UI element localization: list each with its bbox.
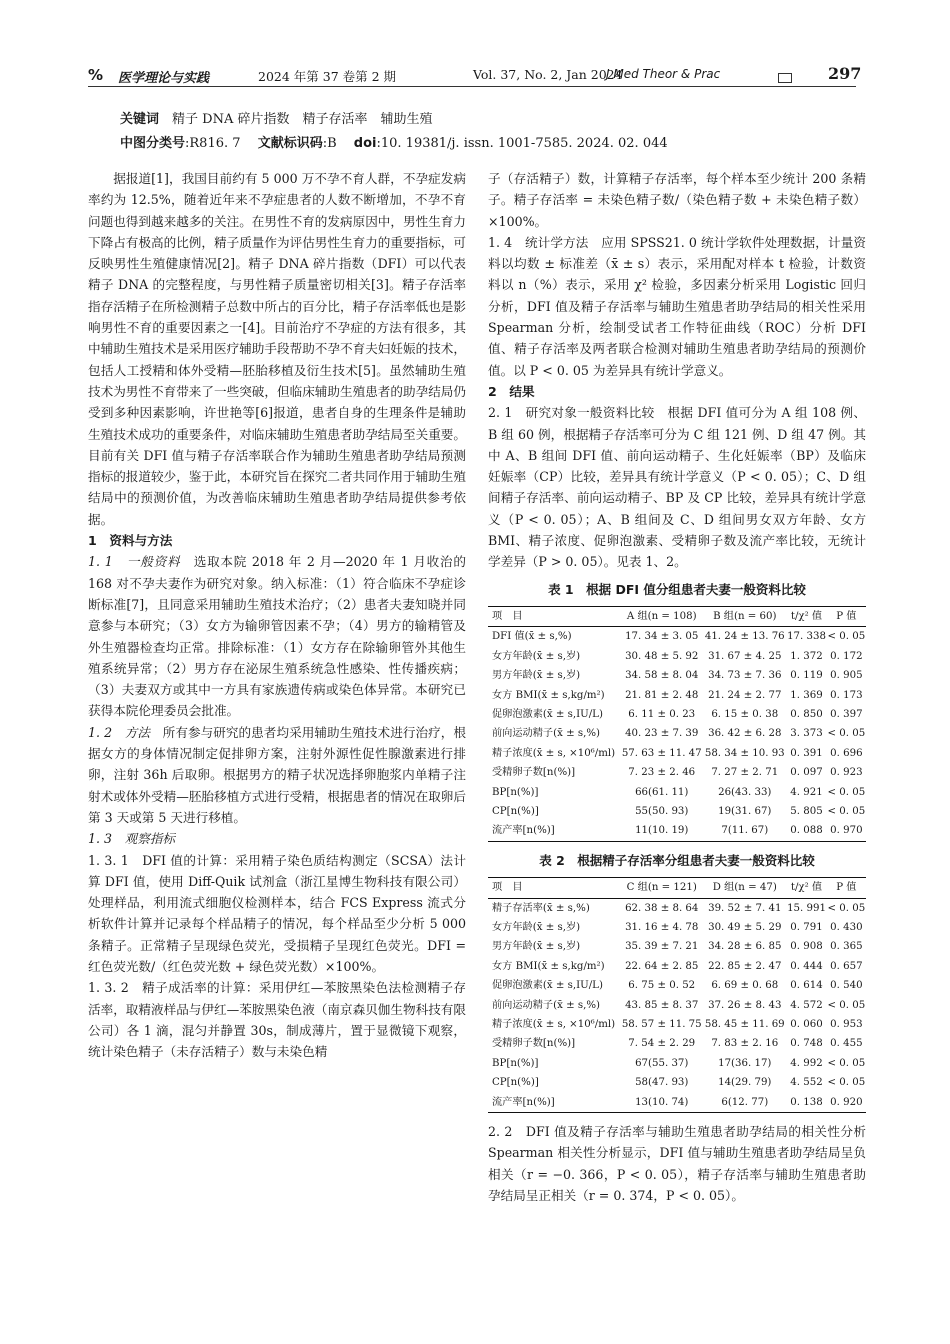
table-cell: CP[n(%)]	[492, 806, 539, 817]
table-cell: < 0. 05	[827, 1077, 866, 1089]
table-header-cell: t/χ² 值	[790, 610, 823, 622]
table-header-cell: A 组(n = 108)	[626, 610, 697, 622]
table-cell: 0. 173	[830, 689, 863, 701]
table-cell: 4. 992	[790, 1057, 823, 1069]
keywords-label: 关键词	[120, 112, 160, 127]
table-1-caption: 表 1 根据 DFI 值分组患者夫妻一般资料比较	[548, 581, 806, 597]
section-1-2	[88, 722, 466, 828]
table-cell: 0. 614	[790, 980, 823, 992]
section-1-4: 1. 4 统计学方法 应用 SPSS21. 0 统计学软件处理数据，计量资料以均数 ± 标准差（x̄ ± s）表示，采用配对样本 t 检验，计数资料以 n（%）表示，采用 χ² 检验，多因素分析采用 Logistic 回归分析，DFI 值及精子存活率与辅助生殖患者助孕结局的相关性采用 Spearman 分析，绘制受试者工作特征曲线（ROC）分析 DFI 值、精子存活率及两者联合检测对辅助生殖患者助孕结局的预测价值。以 P < 0. 05 为差异具有统计学意义。	[488, 234, 866, 378]
table-cell: 0. 365	[830, 941, 863, 953]
table-row	[488, 647, 866, 666]
table-cell: 5. 805	[790, 806, 823, 817]
table-row	[488, 724, 866, 743]
intro-paragraph: 据报道[1]，我国目前约有 5 000 万不孕不育人群，不孕症发病率约为 12.5%，随着近年来不孕症患者的人数不断增加，不孕不育问题也得到越来越多的关注。在男性不育的发病原因中，男性生育力下降占有极高的比例，精子质量作为评估男性生育力的重要指标，可反映男性生殖健康情况[2]。精子 DNA 碎片指数（DFI）可以代表精子 DNA 的完整程度，与男性精子质量密切相关[3]。精子存活率指存活精子在所检测精子总数中所占的百分比，精子存活率低也是影响男性不育的重要因素之一[4]。目前治疗不孕症的方法有很多，其中辅助生殖技术是采用医疗辅助手段帮助不孕不育夫妇妊娠的技术，包括人工授精和体外受精—胚胎移植及衍生技术[5]。虽然辅助生殖技术为男性不育带来了一些突破，但临床辅助生殖患者的助孕结局仍受到多种因素影响，许世艳等[6]报道，患者自身的生理条件是辅助生殖技术成功的重要条件，对临床辅助生殖患者助孕结局至关重要。目前有关 DFI 值与精子存活率联合作为辅助生殖患者助孕结局预测指标的报道较少，鉴于此，本研究旨在探究二者共同作用于辅助生殖结局中的预测价值，为改善临床辅助生殖患者助孕结局提供参考依据。	[88, 171, 466, 527]
table-cell: 30. 49 ± 5. 29	[708, 921, 782, 933]
section-1-heading: 1 资料与方法	[88, 533, 173, 549]
table-cell: 1. 369	[790, 689, 823, 701]
table-cell: 7. 83 ± 2. 16	[711, 1038, 779, 1050]
table-header-cell: t/χ² 值	[790, 882, 823, 894]
table-row	[488, 1093, 866, 1113]
table-cell: 6. 15 ± 0. 38	[711, 708, 779, 720]
right-column	[488, 168, 879, 1206]
section-1-3-1: 1. 3. 1 DFI 值的计算：采用精子染色质结构测定（SCSA）法计算 DFI 值，使用 Diff-Quik 试剂盒（浙江星博生物科技有限公司）处理样品，利用流式细胞仪检测样本，结合 FCS Express 流式分析软件计算并记录每个样品精子的情况，每个样品至少分析 5 000 条精子。正常精子呈现绿色荧光，受损精子呈现红色荧光。DFI = 红色荧光数/（红色荧光数 + 绿色荧光数）×100%。	[88, 852, 466, 974]
clc-label: 中图分类号	[120, 136, 186, 151]
table-cell: BP[n(%)]	[492, 786, 539, 798]
table-row	[488, 783, 866, 802]
table-cell: 34. 28 ± 6. 85	[708, 941, 782, 953]
table-cell: 7. 27 ± 2. 71	[711, 767, 779, 779]
table-cell: 0. 791	[790, 921, 823, 933]
table-cell: 35. 39 ± 7. 21	[625, 941, 699, 953]
table-cell: 17. 338	[787, 631, 826, 643]
table-cell: 0. 540	[830, 980, 863, 992]
table-row	[488, 996, 866, 1015]
table-cell: < 0. 05	[827, 999, 866, 1011]
table-row	[488, 898, 866, 918]
table-cell: 0. 953	[830, 1018, 863, 1030]
table-cell: 11(10. 19)	[635, 825, 689, 837]
section-2-heading: 2 结果	[488, 383, 535, 399]
table-cell: 0. 923	[830, 767, 863, 779]
table-cell: 0. 397	[830, 708, 863, 720]
table-cell: CP[n(%)]	[492, 1077, 539, 1089]
table-cell: 4. 572	[790, 999, 823, 1011]
table-cell: 58(47. 93)	[635, 1077, 689, 1089]
doi-value: :10. 19381/j. issn. 1001-7585. 2024. 02. 044	[376, 136, 668, 151]
table-cell: 受精卵子数[n(%)]	[492, 1038, 576, 1050]
table-cell: 4. 552	[790, 1077, 823, 1089]
table-header-cell: 项 目	[492, 610, 523, 622]
table-cell: 36. 42 ± 6. 28	[708, 728, 782, 740]
table-row	[488, 918, 866, 937]
section-1-2-title: 1. 2 方法	[88, 724, 151, 740]
table-row	[488, 1073, 866, 1092]
table-cell: 0. 172	[830, 650, 863, 662]
section-1-2-text: 所有参与研究的患者均采用辅助生殖技术进行治疗，根据女方的身体情况制定促排卵方案，注射外源性促性腺激素进行排卵，注射 36h 后取卵。根据男方的精子状况选择卵胞浆内单精子注射术或体外受精—胚胎移植方式进行受精，根据患者的情况在取卵后第 3 天或第 5 天进行移植。	[88, 724, 466, 825]
table-header-cell: P 值	[836, 610, 857, 622]
table-cell: 流产率[n(%)]	[492, 1096, 555, 1108]
table-cell: 62. 38 ± 8. 64	[625, 902, 699, 914]
table-header-cell: D 组(n = 47)	[712, 882, 777, 894]
table-cell: 7. 54 ± 2. 29	[628, 1038, 696, 1050]
table-cell: 17. 34 ± 3. 05	[625, 631, 699, 643]
section-1-3-2: 1. 3. 2 精子成活率的计算：采用伊红—苯胺黑染色法检测精子存活率，取精液样品与伊红—苯胺黑染色液（南京森贝伽生物科技有限公司）各 1 滴，混匀并静置 30s，制成薄片，置于显微镜下观察，统计染色精子（未存活精子）数与未染色精	[88, 980, 466, 1060]
journal-abbr: J Med Theor & Prac	[606, 67, 721, 81]
table-cell: 0. 060	[790, 1018, 823, 1030]
table-cell: 31. 16 ± 4. 78	[625, 921, 699, 933]
table-2-caption: 表 2 根据精子存活率分组患者夫妻一般资料比较	[539, 852, 815, 868]
table-cell: < 0. 05	[827, 902, 866, 914]
table-cell: 4. 921	[790, 786, 823, 798]
table-cell: 0. 748	[790, 1038, 823, 1050]
table-cell: 58. 57 ± 11. 75	[621, 1018, 702, 1030]
table-cell: 55(50. 93)	[635, 806, 689, 817]
table-cell: 0. 905	[830, 670, 863, 682]
table-cell: 14(29. 79)	[718, 1077, 772, 1089]
table-2	[488, 877, 866, 1113]
table-cell: 女方年龄(x̄ ± s,岁)	[492, 650, 581, 662]
table-cell: 7(11. 67)	[721, 825, 769, 837]
table-cell: BP[n(%)]	[492, 1057, 539, 1069]
issue-en: Vol. 37, No. 2, Jan 2024	[473, 67, 623, 82]
table-cell: 0. 088	[790, 825, 823, 837]
table-cell: DFI 值(x̄ ± s,%)	[492, 631, 572, 643]
table-cell: 15. 991	[787, 902, 826, 914]
table-cell: 0. 657	[830, 960, 863, 972]
table-cell: 女方 BMI(x̄ ± s,kg/m²)	[492, 689, 605, 701]
table-row	[488, 763, 866, 782]
table-cell: 21. 24 ± 2. 77	[708, 689, 782, 701]
journal-name-cn: 医学理论与实践	[118, 71, 210, 86]
table-header-cell: B 组(n = 60)	[713, 610, 777, 622]
doi-label: doi	[353, 136, 377, 151]
table-cell: 0. 908	[790, 941, 823, 953]
table-cell: 1. 372	[790, 650, 823, 662]
table-cell: 精子浓度(x̄ ± s, ×10⁶/ml)	[492, 747, 616, 759]
section-1-1	[88, 551, 466, 721]
section-1-1-text: 选取本院 2018 年 2 月—2020 年 1 月收治的 168 对不孕夫妻作为研究对象。纳入标准：（1）符合临床不孕症诊断标准[7]，且同意采用辅助生殖技术治疗；（2）患者夫妻知晓并同意参与本研究；（3）女方为输卵管因素不孕；（4）男方的输精管及外生殖器检查均正常。排除标准：（1）女方存在除输卵管外其他生殖系统异常；（2）男方存在泌尿生殖系统急性感染、性传播疾病；（3）夫妻双方或其中一方具有家族遗传病或染色体异常。本研究已获得本院伦理委员会批准。	[88, 554, 466, 719]
table-cell: 22. 64 ± 2. 85	[625, 960, 699, 972]
classification-line	[120, 132, 668, 151]
table-cell: 促卵泡激素(x̄ ± s,IU/L)	[492, 708, 603, 720]
table-cell: 女方年龄(x̄ ± s,岁)	[492, 921, 581, 933]
continued-paragraph: 子（存活精子）数，计算精子存活率，每个样本至少统计 200 条精子。精子存活率 = 未染色精子数/（染色精子数 + 未染色精子数）×100%。	[488, 171, 866, 229]
table-cell: 43. 85 ± 8. 37	[625, 999, 699, 1011]
table-cell: 39. 52 ± 7. 41	[708, 902, 782, 914]
table-cell: 41. 24 ± 13. 76	[704, 631, 785, 643]
table-cell: 0. 444	[790, 960, 823, 972]
table-cell: < 0. 05	[827, 786, 866, 798]
table-cell: < 0. 05	[827, 806, 866, 817]
table-cell: 17(36. 17)	[718, 1057, 772, 1069]
left-column	[88, 168, 466, 1062]
table-cell: 0. 920	[830, 1096, 863, 1108]
table-row	[488, 627, 866, 647]
table-cell: < 0. 05	[827, 728, 866, 740]
table-cell: 0. 696	[830, 747, 863, 759]
doc-value: :B	[322, 136, 337, 151]
table-cell: 前向运动精子(x̄ ± s,%)	[492, 728, 600, 740]
keywords: 精子 DNA 碎片指数 精子存活率 辅助生殖	[172, 112, 433, 127]
table-cell: < 0. 05	[827, 1057, 866, 1069]
table-row	[488, 821, 866, 841]
table-cell: 13(10. 74)	[635, 1096, 689, 1108]
table-cell: 40. 23 ± 7. 39	[625, 728, 699, 740]
table-cell: 促卵泡激素(x̄ ± s,IU/L)	[492, 980, 603, 992]
table-row	[488, 976, 866, 995]
table-cell: 34. 58 ± 8. 04	[625, 670, 699, 682]
page-number: 297	[828, 64, 862, 83]
table-cell: 6. 75 ± 0. 52	[628, 980, 696, 992]
doc-label: 文献标识码	[257, 136, 323, 151]
table-cell: 0. 455	[830, 1038, 863, 1050]
issue-cn: 2024 年第 37 卷第 2 期	[258, 69, 397, 84]
table-row	[488, 686, 866, 705]
table-header-cell: C 组(n = 121)	[626, 882, 697, 894]
table-row	[488, 705, 866, 724]
table-cell: 受精卵子数[n(%)]	[492, 767, 576, 779]
table-row	[488, 666, 866, 685]
table-cell: 67(55. 37)	[635, 1057, 689, 1069]
table-row	[488, 937, 866, 956]
section-1-1-title: 1. 1 一般资料	[88, 554, 181, 570]
table-cell: 26(43. 33)	[718, 786, 772, 798]
header-box-icon	[778, 73, 792, 83]
table-cell: 22. 85 ± 2. 47	[708, 960, 782, 972]
section-1-3-heading: 1. 3 观察指标	[88, 831, 176, 847]
table-cell: 男方年龄(x̄ ± s,岁)	[492, 941, 581, 953]
clc-value: :R816. 7	[185, 136, 241, 151]
journal-logo: %	[88, 66, 102, 84]
table-1	[488, 606, 866, 842]
running-header	[88, 64, 862, 87]
table-cell: 58. 34 ± 10. 93	[704, 747, 785, 759]
table-cell: 6(12. 77)	[721, 1096, 769, 1108]
table-cell: 58. 45 ± 11. 69	[704, 1018, 785, 1030]
table-cell: 3. 373	[790, 728, 823, 740]
table-row	[488, 1015, 866, 1034]
table-header-cell: P 值	[836, 882, 857, 894]
table-cell: 37. 26 ± 8. 43	[708, 999, 782, 1011]
table-row	[488, 802, 866, 821]
table-row	[488, 1034, 866, 1053]
section-2-1: 2. 1 研究对象一般资料比较 根据 DFI 值可分为 A 组 108 例、B 组 60 例，根据精子存活率可分为 C 组 121 例、D 组 47 例。其中 A、B 组间 DFI 值、前向运动精子、生化妊娠率（BP）及临床妊娠率（CP）比较，差异具有统计学意义（P < 0. 05）；C、D 组间精子存活率、前向运动精子、BP 及 CP 比较，差异具有统计学意义（P < 0. 05）；A、B 组间及 C、D 组间男女双方年龄、女方 BMI、精子浓度、促卵泡激素、受精卵子数及流产率比较，无统计学差异（P > 0. 05）。见表 1、2。	[488, 405, 866, 570]
table-cell: 7. 23 ± 2. 46	[628, 767, 696, 779]
table-cell: 34. 73 ± 7. 36	[708, 670, 782, 682]
table-row	[488, 1054, 866, 1073]
table-cell: 0. 138	[790, 1096, 823, 1108]
table-cell: 前向运动精子(x̄ ± s,%)	[492, 999, 600, 1011]
table-cell: 精子存活率(x̄ ± s,%)	[492, 902, 590, 914]
table-cell: < 0. 05	[827, 631, 866, 643]
table-header-cell: 项 目	[492, 882, 523, 894]
table-cell: 19(31. 67)	[718, 806, 772, 817]
table-cell: 6. 69 ± 0. 68	[711, 980, 779, 992]
table-cell: 30. 48 ± 5. 92	[625, 650, 699, 662]
table-cell: 31. 67 ± 4. 25	[708, 650, 782, 662]
section-2-2: 2. 2 DFI 值及精子存活率与辅助生殖患者助孕结局的相关性分析 Spearman 相关性分析显示，DFI 值与辅助生殖患者助孕结局呈负相关（r = −0. 366，P < 0. 05），精子存活率与辅助生殖患者助孕结局呈正相关（r = 0. 374，P < 0. 05）。	[488, 1123, 879, 1203]
table-cell: 女方 BMI(x̄ ± s,kg/m²)	[492, 960, 605, 972]
table-cell: 0. 119	[790, 670, 823, 682]
table-cell: 21. 81 ± 2. 48	[625, 689, 699, 701]
table-row	[488, 957, 866, 976]
table-cell: 男方年龄(x̄ ± s,岁)	[492, 670, 581, 682]
table-cell: 0. 097	[790, 767, 823, 779]
table-cell: 流产率[n(%)]	[492, 825, 555, 837]
table-cell: 57. 63 ± 11. 47	[621, 747, 702, 759]
table-cell: 66(61. 11)	[635, 786, 689, 798]
table-row	[488, 744, 866, 763]
table-cell: 6. 11 ± 0. 23	[628, 708, 696, 720]
table-cell: 0. 970	[830, 825, 863, 837]
table-cell: 0. 430	[830, 921, 863, 933]
table-cell: 0. 391	[790, 747, 823, 759]
keywords-line	[120, 108, 432, 127]
table-cell: 0. 850	[790, 708, 823, 720]
table-cell: 精子浓度(x̄ ± s, ×10⁶/ml)	[492, 1018, 616, 1030]
